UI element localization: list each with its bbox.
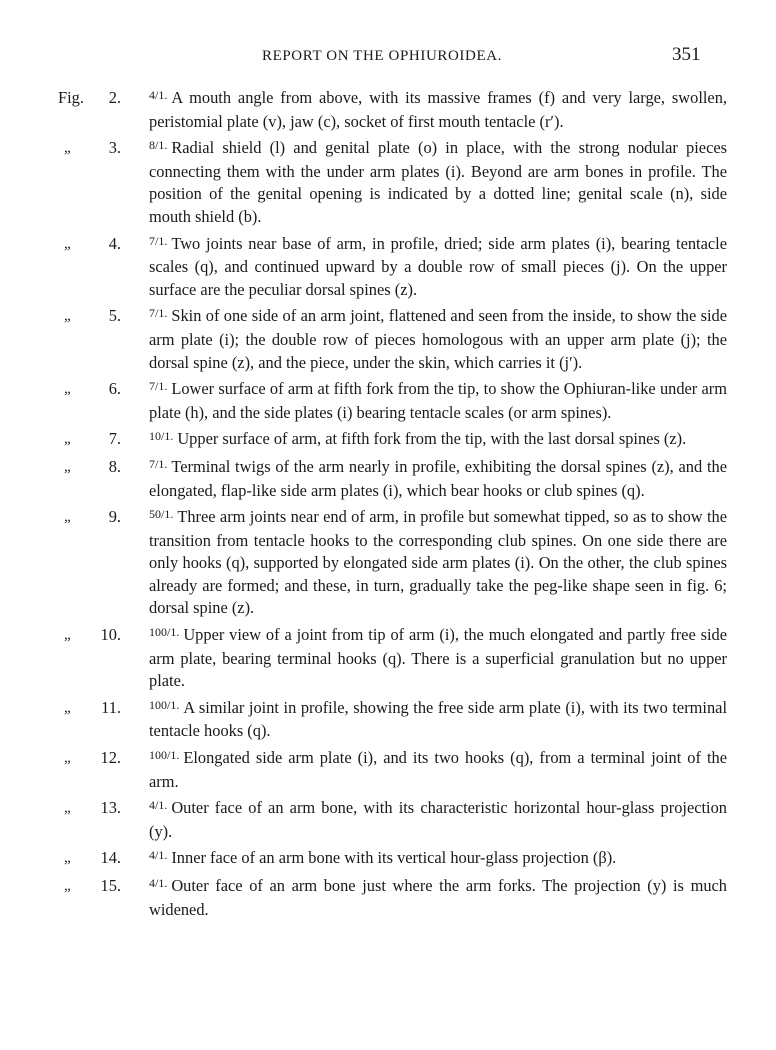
figure-caption: Two joints near base of arm, in profile, dried; side arm plates (i), bearing tentacle scales (q), and continued upward by a double row of small pieces (j). On the upper surface are the peculiar dorsal spines (z). xyxy=(149,233,727,299)
figure-entry xyxy=(0,875,776,921)
magnification: 4/1. xyxy=(149,798,168,813)
entry-label: „ xyxy=(64,431,71,448)
figure-caption: Elongated side arm plate (i), and its two hooks (q), from a terminal joint of the arm. xyxy=(149,748,727,791)
figure-number: 6. xyxy=(108,379,121,399)
figure-legend-list xyxy=(0,87,776,925)
figure-entry xyxy=(0,378,776,424)
figure-caption: Outer face of an arm bone, with its characteristic horizontal hour-glass projection (y). xyxy=(149,798,727,841)
figure-number: 8. xyxy=(108,456,121,476)
magnification: 4/1. xyxy=(149,848,168,863)
magnification: 7/1. xyxy=(149,306,168,321)
figure-entry xyxy=(0,747,776,793)
magnification: 7/1. xyxy=(149,456,168,471)
entry-label: „ xyxy=(64,235,71,252)
page-header xyxy=(0,42,776,72)
figure-number: 13. xyxy=(100,798,121,818)
magnification: 4/1. xyxy=(149,88,168,102)
entry-label: „ xyxy=(64,509,71,526)
figure-entry xyxy=(0,624,776,693)
figure-caption: Skin of one side of an arm joint, flattened and seen from the inside, to show the side arm plate (i); the double row of pieces homologous with an upper arm plate (j); the dorsal spine (z), and the piece, under the skin, which carries it (j′). xyxy=(149,306,727,372)
magnification: 100/1. xyxy=(149,625,180,640)
entry-label: „ xyxy=(64,750,71,767)
figure-entry xyxy=(0,697,776,743)
figure-entry xyxy=(0,87,776,133)
figure-caption: A mouth angle from above, with its massive frames (f) and very large, swollen, peristomial plate (v), jaw (c), socket of first mouth tentacle (r′). xyxy=(149,88,727,131)
figure-number: 11. xyxy=(101,697,121,717)
figure-entry xyxy=(0,233,776,302)
figure-entry xyxy=(0,137,776,228)
figure-entry xyxy=(0,847,776,871)
magnification: 100/1. xyxy=(149,697,180,712)
figure-caption: Inner face of an arm bone with its vertical hour-glass projection (β). xyxy=(171,848,617,868)
figure-caption: Upper surface of arm, at fifth fork from the tip, with the last dorsal spines (z). xyxy=(177,429,687,449)
figure-number: 10. xyxy=(100,625,121,645)
figure-number: 3. xyxy=(108,138,121,158)
figure-number: 4. xyxy=(108,233,121,253)
figure-number: 2. xyxy=(108,88,121,107)
figure-caption: Terminal twigs of the arm nearly in profile, exhibiting the dorsal spines (z), and the elongated, flap-like side arm plates (i), which bear hooks or club spines (q). xyxy=(149,456,727,500)
entry-label: „ xyxy=(64,381,71,398)
figure-caption: Lower surface of arm at fifth fork from the tip, to show the Ophiuran-like under arm plate (h), and the side plates (i) bearing tentacle scales (or arm spines). xyxy=(149,379,727,422)
figure-number: 9. xyxy=(108,507,121,527)
figure-caption: Upper view of a joint from tip of arm (i), the much elongated and partly free side arm plate, bearing terminal hooks (q). There is a superficial granulation but no upper plate. xyxy=(149,625,727,691)
figure-number: 12. xyxy=(100,748,121,768)
entry-label: „ xyxy=(64,627,71,644)
figure-number: 14. xyxy=(100,848,121,868)
magnification: 7/1. xyxy=(149,379,168,394)
figure-entry xyxy=(0,428,776,452)
magnification: 4/1. xyxy=(149,876,168,890)
entry-label: „ xyxy=(64,308,71,325)
figure-caption: Outer face of an arm bone just where the arm forks. The projection (y) is much widened. xyxy=(149,876,727,919)
figure-number: 5. xyxy=(108,306,121,326)
running-title: REPORT ON THE OPHIUROIDEA. xyxy=(262,48,502,64)
magnification: 7/1. xyxy=(149,233,168,248)
magnification: 50/1. xyxy=(149,507,174,522)
figure-entry xyxy=(0,506,776,620)
figure-caption: A similar joint in profile, showing the free side arm plate (i), with its two terminal tentacle hooks (q). xyxy=(149,697,727,741)
magnification: 100/1. xyxy=(149,748,180,763)
magnification: 10/1. xyxy=(149,429,174,444)
figure-entry xyxy=(0,305,776,374)
entry-label: „ xyxy=(64,458,71,475)
figure-caption: Radial shield (l) and genital plate (o) in place, with the strong nodular pieces connecting them with the under arm plates (i). Beyond are arm bones in profile. The position of the genital opening is indicated by a dotted line; genital scale (n), side mouth shield (b). xyxy=(149,138,727,226)
figure-number: 15. xyxy=(100,876,121,895)
figure-entry xyxy=(0,797,776,843)
entry-label: „ xyxy=(64,878,71,894)
figure-caption: Three arm joints near end of arm, in profile but somewhat tipped, so as to show the transition from tentacle hooks to the corresponding club spines. On one side there are only hooks (q), supported by elongated side arm plates (i). On the other, the club spines already are formed; and these, in turn, gradually take the peg-like shape seen in fig. 6; dorsal spine (z). xyxy=(149,507,727,618)
entry-label: „ xyxy=(64,140,71,157)
figure-number: 7. xyxy=(108,429,121,449)
entry-label: „ xyxy=(64,699,71,716)
magnification: 8/1. xyxy=(149,138,168,153)
page-number: 351 xyxy=(672,44,701,65)
entry-label: „ xyxy=(64,800,71,817)
entry-label: „ xyxy=(64,850,71,867)
entry-label: Fig. xyxy=(58,88,84,107)
figure-entry xyxy=(0,456,776,502)
